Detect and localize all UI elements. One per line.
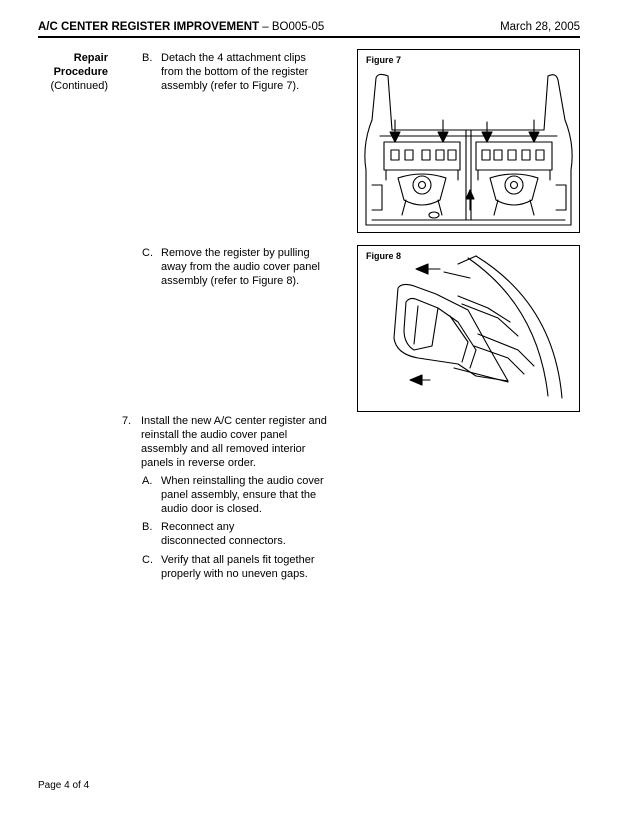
step-7: 7. Install the new A/C center register and reinstall the audio cover panel assembly and all removed interior panels in reverse order. [122, 415, 327, 469]
step-b: B. Detach the 4 attachment clips from the bottom of the register assembly (refer to Figure 7). [142, 52, 309, 92]
bulletin-date: March 28, 2005 [500, 21, 580, 33]
bulletin-id: BO005-05 [271, 21, 325, 33]
figure-7 [357, 49, 580, 233]
register-removal-illustration [358, 246, 579, 411]
page-header [38, 19, 580, 35]
register-clips-illustration [358, 50, 579, 232]
step-7c: C. Verify that all panels fit together properly with no uneven gaps. [142, 554, 315, 580]
bulletin-title: A/C CENTER REGISTER IMPROVEMENT – BO005-05 [38, 21, 325, 33]
figure-7-caption: Figure 7 [366, 55, 402, 65]
header-rule [38, 36, 580, 38]
step-7a: A. When reinstalling the audio cover panel assembly, ensure that the audio door is closed. [142, 475, 324, 515]
step-7b: B. Reconnect any disconnected connectors. [142, 521, 286, 547]
step-c: C. Remove the register by pulling away from the audio cover panel assembly (refer to Figure 8). [142, 247, 320, 287]
figure-8 [357, 245, 580, 412]
section-heading: Repair Procedure (Continued) [50, 52, 108, 92]
page-number: Page 4 of 4 [38, 780, 90, 791]
figure-8-caption: Figure 8 [366, 251, 402, 261]
